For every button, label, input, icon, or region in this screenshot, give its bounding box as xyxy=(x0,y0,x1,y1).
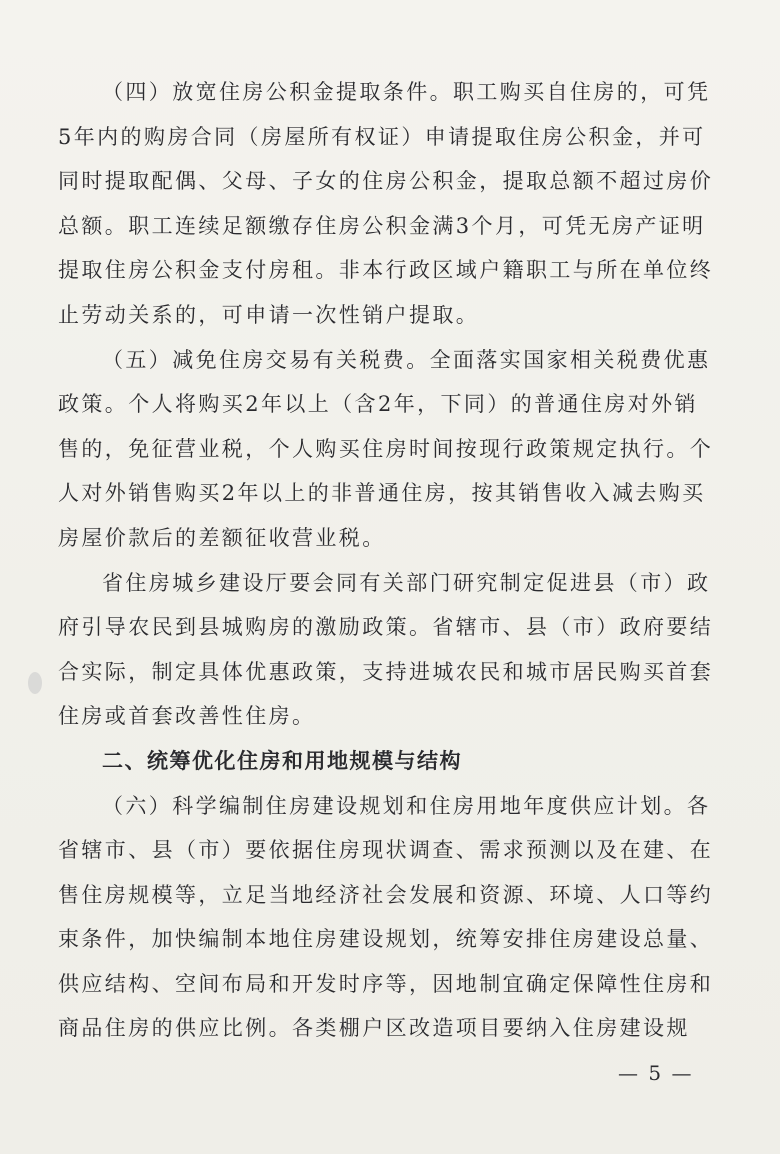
paragraph-county-line-4: 住房或首套改善性住房。 xyxy=(58,704,316,729)
paper-smudge xyxy=(28,672,42,694)
paragraph-5-line-2: 政策。个人将购买2年以上（含2年，下同）的普通住房对外销 xyxy=(58,392,698,417)
paragraph-4-line-5: 提取住房公积金支付房租。非本行政区域户籍职工与所在单位终 xyxy=(58,258,714,283)
paragraph-4-line-3: 同时提取配偶、父母、子女的住房公积金，提取总额不超过房价 xyxy=(58,169,714,194)
paragraph-6-line-4: 束条件，加快编制本地住房建设规划，统筹安排住房建设总量、 xyxy=(58,927,714,952)
paragraph-6-line-6: 商品住房的供应比例。各类棚户区改造项目要纳入住房建设规 xyxy=(58,1016,690,1041)
paragraph-5-line-5: 房屋价款后的差额征收营业税。 xyxy=(58,525,386,550)
paragraph-4-line-6: 止劳动关系的，可申请一次性销户提取。 xyxy=(58,302,480,327)
paragraph-5-line-1: （五）减免住房交易有关税费。全面落实国家相关税费优惠 xyxy=(102,347,711,372)
paragraph-6-line-5: 供应结构、空间布局和开发时序等，因地制宜确定保障性住房和 xyxy=(58,971,714,996)
document-body xyxy=(58,70,722,1051)
section-heading: 二、统筹优化住房和用地规模与结构 xyxy=(102,748,462,773)
paragraph-6-line-3: 售住房规模等，立足当地经济社会发展和资源、环境、人口等约 xyxy=(58,882,714,907)
paragraph-county-line-3: 合实际，制定具体优惠政策，支持进城农民和城市居民购买首套 xyxy=(58,659,714,684)
paragraph-6-line-2: 省辖市、县（市）要依据住房现状调查、需求预测以及在建、在 xyxy=(58,838,714,863)
page-number: — 5 — xyxy=(618,1061,694,1085)
paragraph-4-line-4: 总额。职工连续足额缴存住房公积金满3个月，可凭无房产证明 xyxy=(58,213,706,238)
paragraph-5-line-3: 售的，免征营业税，个人购买住房时间按现行政策规定执行。个 xyxy=(58,436,714,461)
paragraph-county-line-2: 府引导农民到县城购房的激励政策。省辖市、县（市）政府要结 xyxy=(58,615,714,640)
paragraph-4-line-1: （四）放宽住房公积金提取条件。职工购买自住房的，可凭 xyxy=(102,80,711,104)
paragraph-6-line-1: （六）科学编制住房建设规划和住房用地年度供应计划。各 xyxy=(102,793,711,818)
paragraph-4-line-2: 5年内的购房合同（房屋所有权证）申请提取住房公积金，并可 xyxy=(58,124,706,149)
paragraph-5-line-4: 人对外销售购买2年以上的非普通住房，按其销售收入减去购买 xyxy=(58,481,706,506)
paragraph-county-line-1: 省住房城乡建设厅要会同有关部门研究制定促进县（市）政 xyxy=(102,570,711,595)
